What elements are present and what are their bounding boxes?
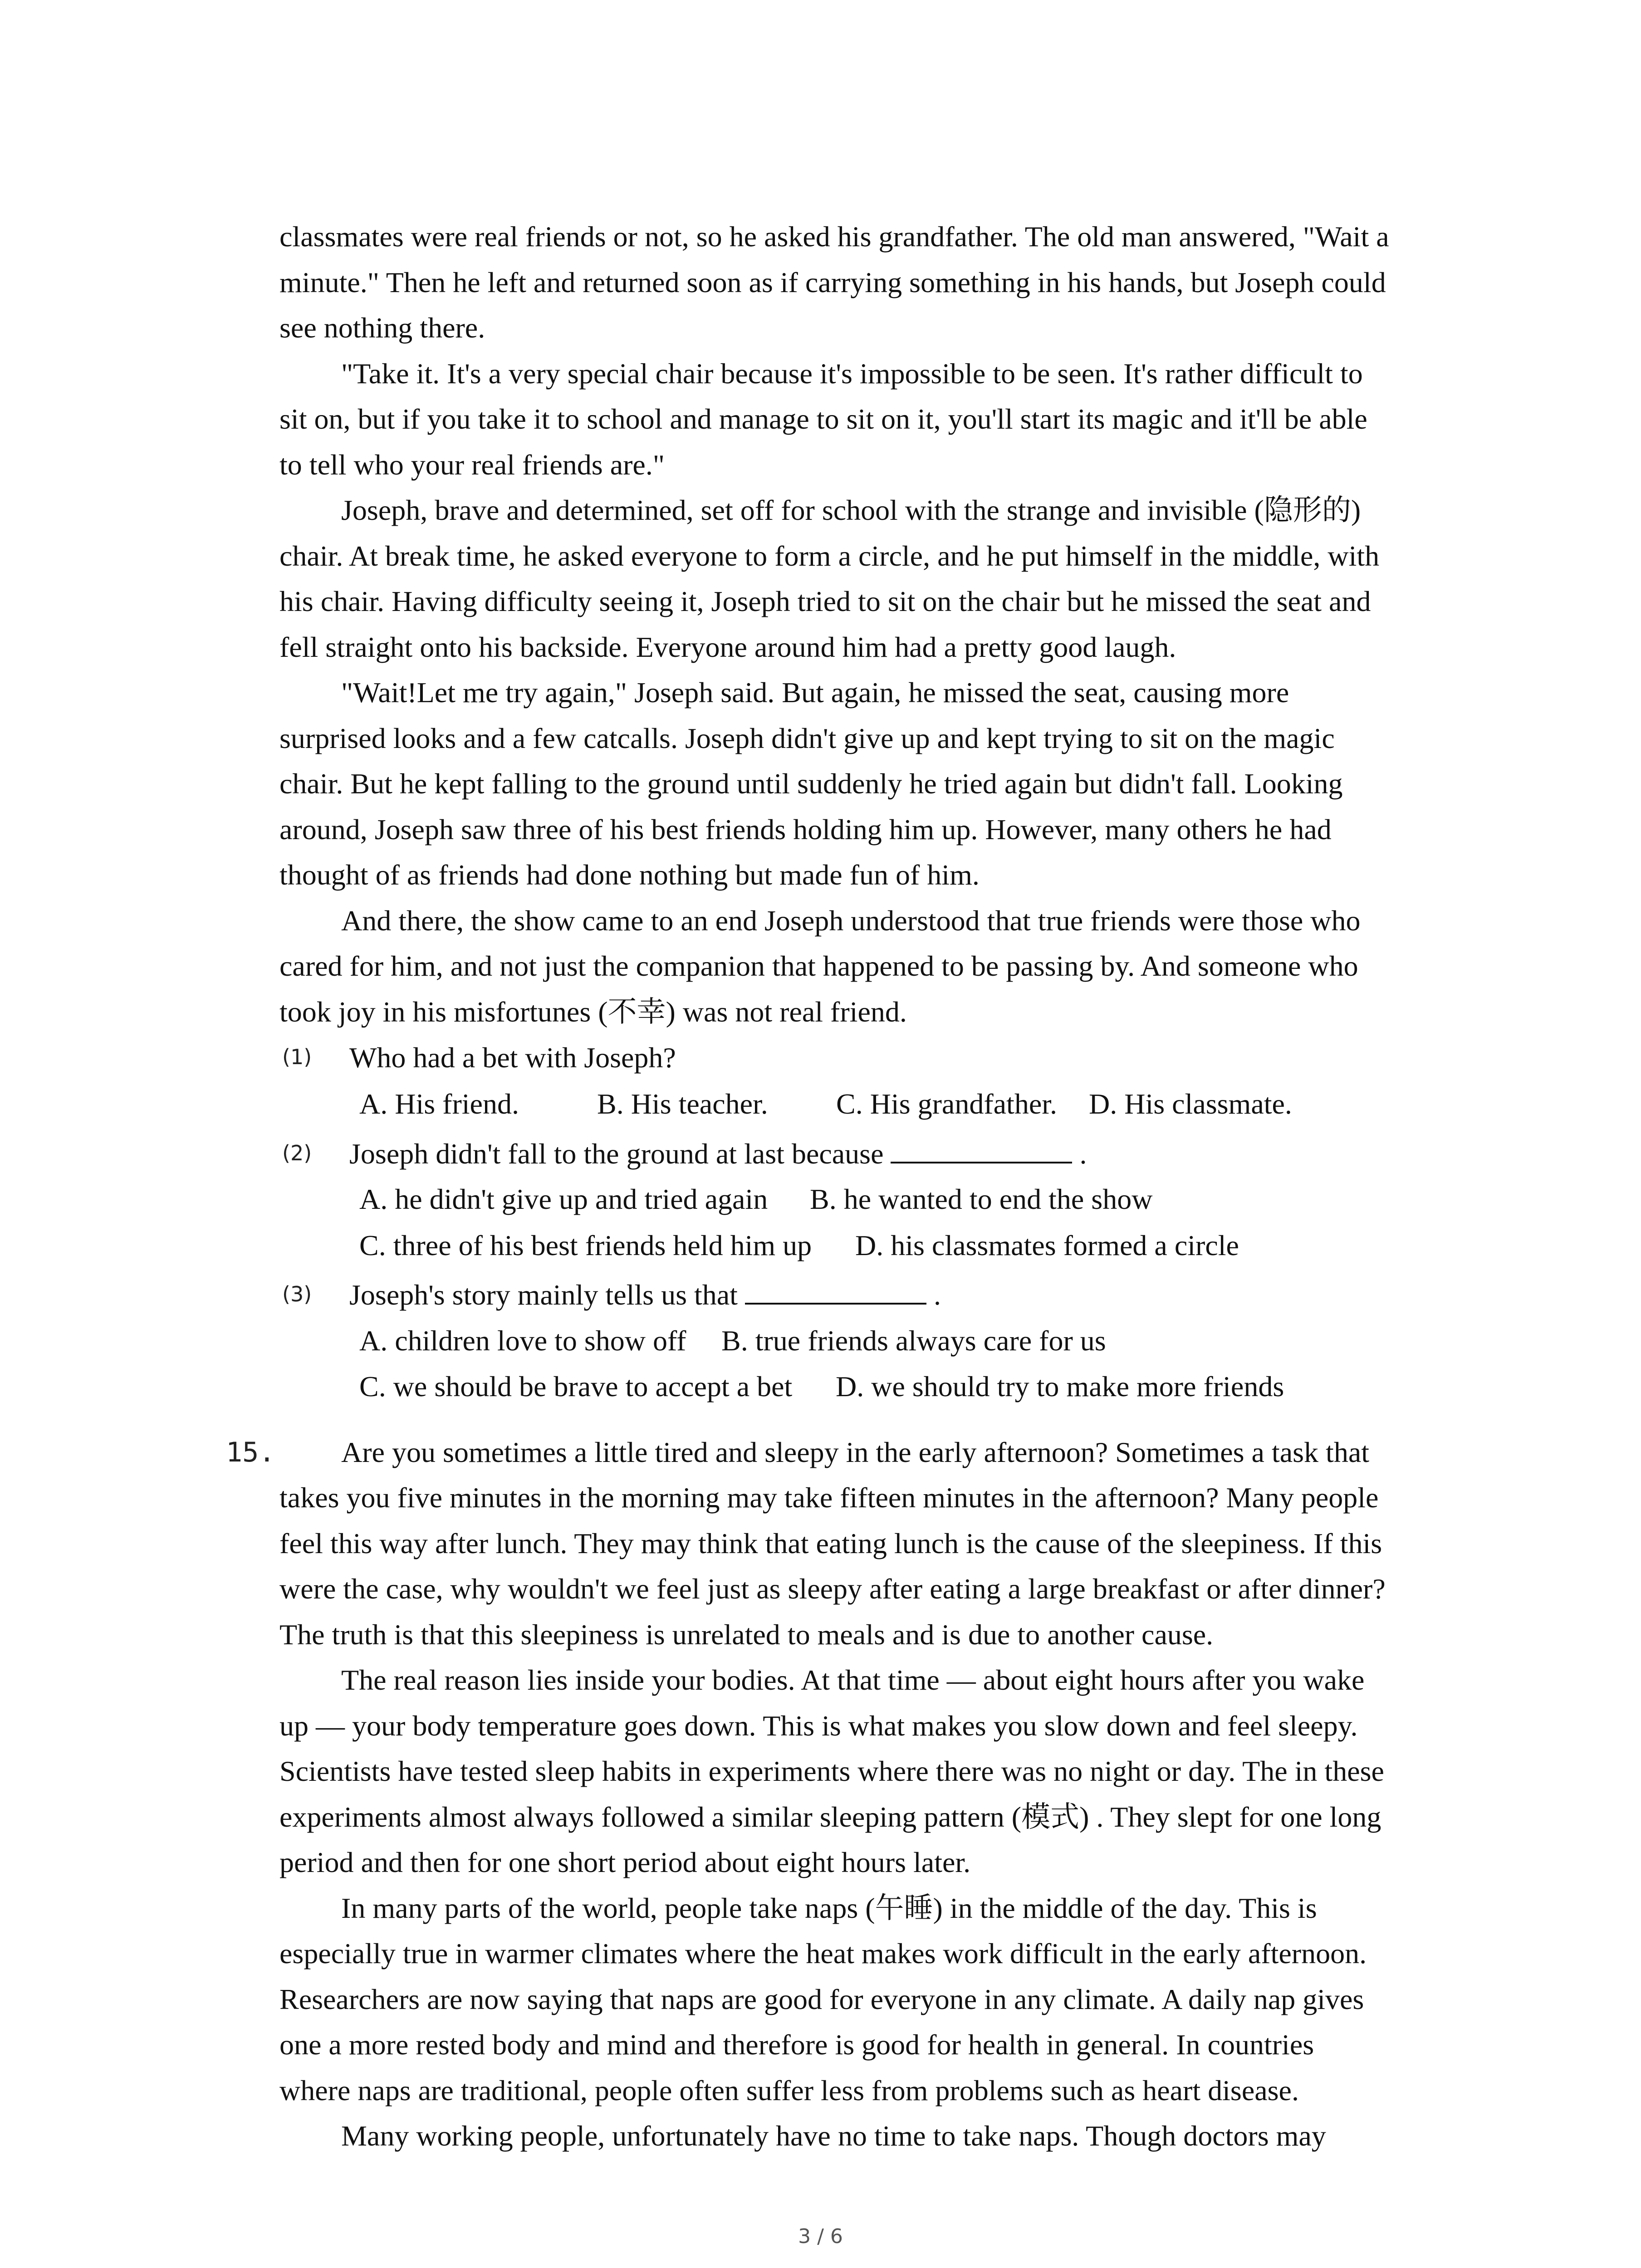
passage-line: "Wait!Let me try again," Joseph said. But again, he missed the seat, causing more (341, 676, 1289, 709)
passage-line: to tell who your real friends are." (279, 449, 665, 481)
passage-line: Scientists have tested sleep habits in experiments where there was no night or day. The in these (279, 1755, 1384, 1787)
passage-line: took joy in his misfortunes (不幸) was not real friend. (279, 996, 907, 1028)
passage-line: Researchers are now saying that naps are good for everyone in any climate. A daily nap gives (279, 1983, 1364, 2015)
passage-line: especially true in warmer climates where the heat makes work difficult in the early afternoon. (279, 1937, 1367, 1970)
passage-line: where naps are traditional, people often suffer less from problems such as heart disease. (279, 2074, 1299, 2107)
answer-option: D. his classmates formed a circle (855, 1229, 1239, 1261)
passage-line: up — your body temperature goes down. This is what makes you slow down and feel sleepy. (279, 1710, 1358, 1742)
passage-line: chair. But he kept falling to the ground until suddenly he tried again but didn't fall. Looking (279, 767, 1343, 800)
answer-option: D. we should try to make more friends (836, 1370, 1284, 1403)
passage-line: chair. At break time, he asked everyone to form a circle, and he put himself in the middle, with (279, 540, 1380, 572)
passage-line: thought of as friends had done nothing but made fun of him. (279, 859, 980, 891)
question-number: (1) (282, 1045, 312, 1069)
answer-option: A. His friend. (359, 1088, 519, 1120)
passage-line: were the case, why wouldn't we feel just as sleepy after eating a large breakfast or after dinner? (279, 1573, 1386, 1605)
answer-blank (745, 1276, 926, 1305)
answer-option: C. His grandfather. (836, 1088, 1057, 1120)
answer-option: B. His teacher. (597, 1088, 768, 1120)
question-text (349, 1131, 1087, 1177)
passage-line: Are you sometimes a little tired and sleepy in the early afternoon? Sometimes a task that (341, 1436, 1369, 1468)
answer-option: A. children love to show off (359, 1325, 686, 1357)
passage-line: takes you five minutes in the morning may take fifteen minutes in the afternoon? Many people (279, 1481, 1379, 1514)
passage-line: The truth is that this sleepiness is unrelated to meals and is due to another cause. (279, 1618, 1214, 1651)
answer-option: C. three of his best friends held him up (359, 1229, 812, 1261)
answer-option: B. true friends always care for us (721, 1325, 1106, 1357)
question-text: Who had a bet with Joseph? (349, 1041, 676, 1074)
answer-option: D. His classmate. (1089, 1088, 1292, 1120)
passage-line: In many parts of the world, people take naps (午睡) in the middle of the day. This is (341, 1892, 1317, 1924)
passage-line: around, Joseph saw three of his best friends holding him up. However, many others he had (279, 813, 1332, 846)
question-text (349, 1272, 941, 1318)
passage-line: cared for him, and not just the companion that happened to be passing by. And someone who (279, 950, 1358, 982)
question-text-label: Joseph's story mainly tells us that (349, 1279, 738, 1311)
passage-line: his chair. Having difficulty seeing it, Joseph tried to sit on the chair but he missed the seat and (279, 585, 1371, 617)
passage-line: classmates were real friends or not, so he asked his grandfather. The old man answered, "Wait a (279, 220, 1389, 253)
passage-line: see nothing there. (279, 312, 485, 344)
answer-blank (891, 1134, 1072, 1163)
passage-line: experiments almost always followed a similar sleeping pattern (模式) . They slept for one long (279, 1801, 1381, 1833)
answer-option: C. we should be brave to accept a bet (359, 1370, 793, 1403)
answer-option: A. he didn't give up and tried again (359, 1183, 768, 1215)
passage-line: Joseph, brave and determined, set off for school with the strange and invisible (隐形的) (341, 494, 1361, 526)
passage-line: "Take it. It's a very special chair because it's impossible to be seen. It's rather difficult to (341, 357, 1363, 390)
answer-option: B. he wanted to end the show (810, 1183, 1153, 1215)
passage-line: Many working people, unfortunately have no time to take naps. Though doctors may (341, 2120, 1326, 2152)
question-number: (2) (282, 1141, 312, 1165)
passage-line: period and then for one short period about eight hours later. (279, 1846, 971, 1878)
question-number: (3) (282, 1282, 312, 1306)
item-number: 15. (226, 1437, 275, 1468)
question-text-end: . (1079, 1138, 1087, 1170)
passage-line: minute." Then he left and returned soon as if carrying something in his hands, but Joseph could (279, 266, 1386, 298)
passage-line: sit on, but if you take it to school and manage to sit on it, you'll start its magic and it'll be able (279, 403, 1367, 435)
passage-line: surprised looks and a few catcalls. Joseph didn't give up and kept trying to sit on the magic (279, 722, 1335, 754)
passage-line: The real reason lies inside your bodies. At that time — about eight hours after you wake (341, 1664, 1365, 1696)
passage-line: fell straight onto his backside. Everyone around him had a pretty good laugh. (279, 631, 1176, 663)
question-text-label: Joseph didn't fall to the ground at last because (349, 1138, 884, 1170)
passage-line: feel this way after lunch. They may think that eating lunch is the cause of the sleepiness. If this (279, 1527, 1382, 1559)
passage-line: one a more rested body and mind and therefore is good for health in general. In countries (279, 2028, 1314, 2061)
page-number: 3 / 6 (798, 2225, 843, 2248)
question-text-end: . (933, 1279, 941, 1311)
passage-line: And there, the show came to an end Joseph understood that true friends were those who (341, 904, 1361, 937)
